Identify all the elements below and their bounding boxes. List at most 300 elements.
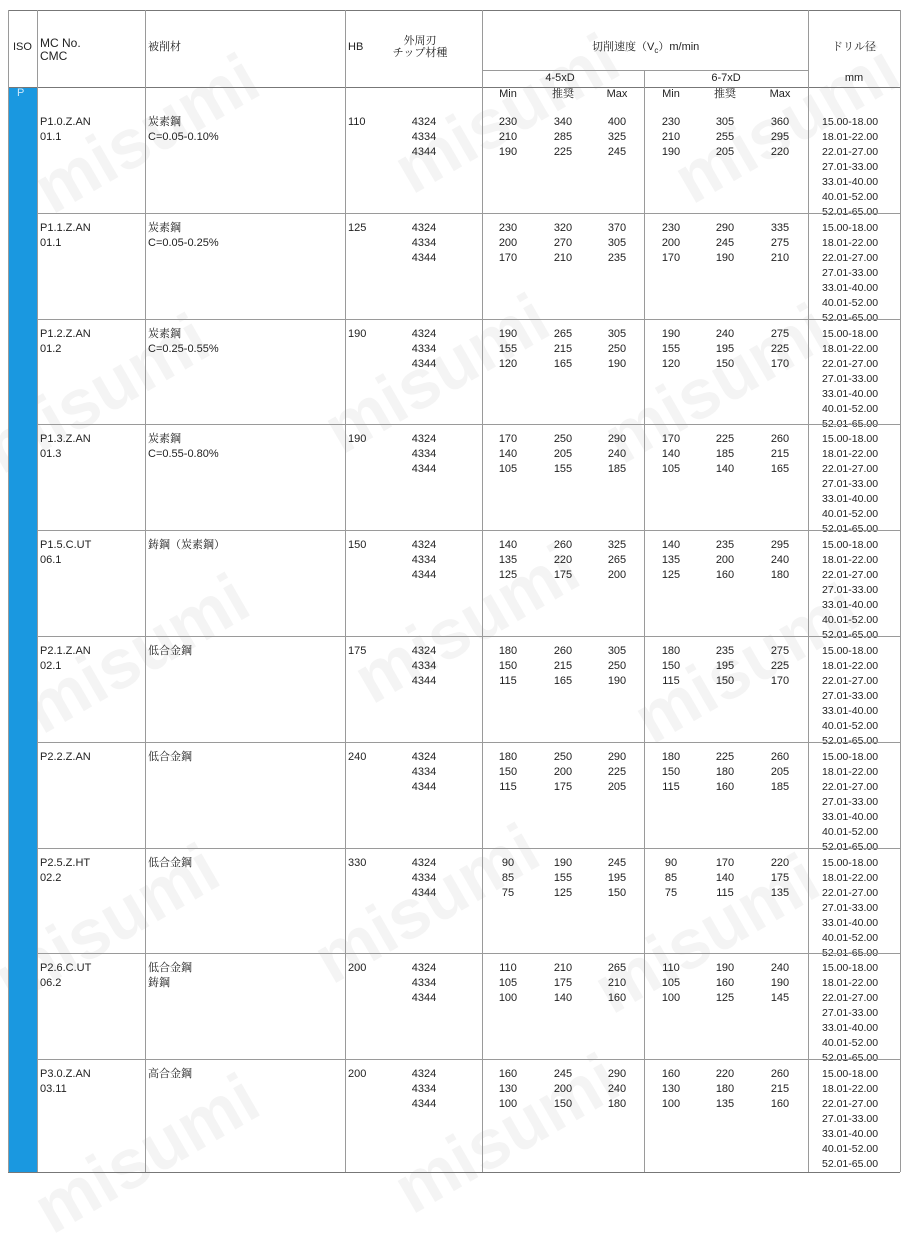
drill-diameter-range: 27.01-33.00: [822, 372, 879, 385]
material-name: 高合金鋼: [148, 1068, 192, 1081]
header-material: 被削材: [148, 41, 181, 53]
speed-min-4-5xd: 75: [501, 886, 515, 899]
hardness-hb: 330: [348, 856, 367, 869]
speed-min-4-5xd: 230: [498, 221, 518, 234]
speed-min-4-5xd: 210: [498, 131, 518, 143]
speed-recommended-6-7xd: 160: [715, 780, 735, 793]
speed-recommended-4-5xd: 155: [553, 871, 573, 884]
speed-max-4-5xd: 250: [607, 660, 627, 672]
col-divider-speed: [808, 10, 809, 1172]
speed-recommended-6-7xd: 140: [715, 871, 735, 884]
insert-grade: 4334: [411, 448, 437, 461]
drill-diameter-range: 27.01-33.00: [822, 478, 879, 491]
row-divider: [37, 953, 900, 954]
material-name: 炭素鋼: [148, 327, 181, 340]
drill-diameter-range: 33.01-40.00: [822, 599, 879, 612]
hardness-hb: 125: [348, 221, 367, 234]
speed-min-6-7xd: 200: [661, 236, 681, 249]
header-speed-title: [592, 40, 699, 58]
drill-diameter-range: 22.01-27.00: [822, 1098, 879, 1111]
speed-min-4-5xd: 160: [498, 1068, 518, 1081]
mc-no: P1.5.C.UT: [40, 539, 92, 552]
drill-diameter-range: 27.01-33.00: [822, 690, 879, 702]
speed-max-4-5xd: 160: [607, 992, 627, 1005]
drill-diameter-range: 40.01-52.00: [822, 614, 879, 627]
speed-recommended-6-7xd: 140: [715, 463, 735, 476]
speed-recommended-4-5xd: 260: [553, 539, 573, 552]
speed-recommended-6-7xd: 290: [715, 221, 735, 234]
speed-max-4-5xd: 190: [607, 675, 627, 687]
speed-min-6-7xd: 210: [661, 131, 681, 143]
speed-recommended-4-5xd: 175: [553, 977, 573, 990]
drill-diameter-range: 22.01-27.00: [822, 357, 879, 370]
table-left-border: [8, 10, 9, 1172]
speed-max-6-7xd: 295: [770, 131, 790, 143]
speed-recommended-6-7xd: 150: [715, 675, 735, 687]
cmc-code: 06.1: [40, 554, 62, 567]
hardness-hb: 240: [348, 750, 367, 763]
drill-diameter-range: 18.01-22.00: [822, 977, 879, 990]
drill-diameter-range: 18.01-22.00: [822, 342, 879, 355]
speed-max-6-7xd: 180: [770, 569, 790, 582]
speed-recommended-6-7xd: 115: [716, 886, 734, 899]
drill-diameter-range: 52.01-65.00: [822, 1052, 879, 1065]
speed-max-4-5xd: 150: [607, 886, 627, 899]
insert-grade: 4334: [411, 131, 437, 143]
col-divider-insert: [482, 10, 483, 1172]
speed-recommended-4-5xd: 210: [553, 962, 573, 975]
drill-diameter-range: 22.01-27.00: [822, 463, 879, 476]
speed-min-4-5xd: 150: [498, 765, 518, 778]
speed-recommended-6-7xd: 180: [715, 765, 735, 778]
insert-grade: 4324: [411, 221, 437, 234]
header-drill-title: ドリル径: [832, 41, 876, 53]
speed-min-6-7xd: 150: [661, 660, 681, 672]
speed-min-6-7xd: 90: [664, 856, 678, 869]
speed-recommended-4-5xd: 190: [553, 856, 573, 869]
speed-recommended-6-7xd: 190: [715, 251, 735, 264]
speed-min-6-7xd: 85: [664, 871, 678, 884]
speed-recommended-4-5xd: 175: [553, 569, 573, 582]
drill-diameter-range: 27.01-33.00: [822, 1007, 879, 1020]
drill-diameter-range: 15.00-18.00: [822, 327, 879, 340]
drill-diameter-range: 18.01-22.00: [822, 554, 879, 567]
speed-recommended-6-7xd: 195: [715, 660, 735, 672]
speed-min-4-5xd: 190: [498, 327, 518, 340]
speed-max-6-7xd: 260: [770, 1068, 790, 1081]
speed-min-4-5xd: 130: [498, 1083, 518, 1096]
speed-recommended-6-7xd: 150: [715, 357, 735, 370]
cmc-code: 01.1: [40, 131, 62, 143]
speed-max-4-5xd: 290: [607, 1068, 627, 1081]
hardness-hb: 200: [348, 962, 367, 975]
speed-min-4-5xd: 125: [498, 569, 518, 582]
drill-diameter-range: 52.01-65.00: [822, 946, 879, 959]
row-divider: [37, 848, 900, 849]
mc-no: P2.5.Z.HT: [40, 856, 91, 869]
speed-recommended-4-5xd: 245: [553, 1068, 573, 1081]
drill-diameter-range: 15.00-18.00: [822, 962, 879, 975]
header-min-2: Min: [662, 88, 680, 100]
hardness-hb: 200: [348, 1068, 367, 1081]
speed-recommended-6-7xd: 235: [715, 539, 735, 552]
speed-max-4-5xd: 305: [607, 327, 627, 340]
cmc-code: 02.1: [40, 660, 62, 672]
speed-max-4-5xd: 265: [607, 962, 627, 975]
speed-recommended-6-7xd: 220: [715, 1068, 735, 1081]
drill-diameter-range: 40.01-52.00: [822, 931, 879, 944]
speed-min-4-5xd: 190: [498, 146, 518, 158]
speed-max-4-5xd: 370: [607, 221, 627, 234]
speed-max-6-7xd: 175: [770, 871, 790, 884]
drill-diameter-range: 33.01-40.00: [822, 810, 879, 823]
speed-max-6-7xd: 160: [770, 1098, 790, 1111]
insert-grade: 4334: [411, 871, 437, 884]
speed-min-4-5xd: 140: [498, 448, 518, 461]
speed-max-6-7xd: 215: [770, 1083, 790, 1096]
material-detail: C=0.05-0.25%: [148, 236, 219, 249]
speed-max-4-5xd: 185: [607, 463, 627, 476]
drill-diameter-range: 22.01-27.00: [822, 569, 879, 582]
drill-diameter-range: 33.01-40.00: [822, 1128, 879, 1141]
drill-diameter-range: 15.00-18.00: [822, 856, 879, 869]
speed-min-6-7xd: 140: [661, 448, 681, 461]
speed-min-4-5xd: 140: [498, 539, 518, 552]
insert-grade: 4334: [411, 236, 437, 249]
speed-min-6-7xd: 170: [661, 433, 681, 446]
speed-min-6-7xd: 190: [661, 327, 681, 340]
speed-recommended-4-5xd: 250: [553, 750, 573, 763]
speed-min-6-7xd: 115: [662, 780, 680, 793]
speed-min-6-7xd: 130: [661, 1083, 681, 1096]
speed-max-4-5xd: 245: [607, 856, 627, 869]
speed-min-4-5xd: 230: [498, 116, 518, 128]
header-mc-no: MC No.: [40, 36, 81, 50]
drill-diameter-range: 40.01-52.00: [822, 508, 879, 521]
cmc-code: 01.2: [40, 342, 62, 355]
hardness-hb: 190: [348, 433, 367, 446]
speed-max-4-5xd: 205: [607, 780, 627, 793]
speed-max-4-5xd: 240: [607, 448, 627, 461]
speed-min-4-5xd: 100: [498, 992, 518, 1005]
speed-recommended-4-5xd: 165: [553, 357, 573, 370]
drill-diameter-range: 52.01-65.00: [822, 311, 879, 324]
speed-recommended-6-7xd: 225: [715, 750, 735, 763]
drill-diameter-range: 52.01-65.00: [822, 629, 879, 642]
table-bottom-border: [8, 1172, 900, 1173]
speed-min-4-5xd: 120: [498, 357, 518, 370]
speed-max-4-5xd: 290: [607, 433, 627, 446]
speed-recommended-6-7xd: 245: [715, 236, 735, 249]
speed-recommended-4-5xd: 125: [553, 886, 573, 899]
speed-recommended-6-7xd: 235: [715, 645, 735, 657]
cmc-code: 02.2: [40, 871, 62, 884]
drill-diameter-range: 33.01-40.00: [822, 1022, 879, 1035]
speed-min-4-5xd: 115: [499, 780, 517, 793]
insert-grade: 4334: [411, 660, 437, 672]
insert-grade: 4324: [411, 327, 437, 340]
header-drill-unit: mm: [844, 72, 864, 84]
material-detail: C=0.55-0.80%: [148, 448, 219, 461]
drill-diameter-range: 52.01-65.00: [822, 735, 879, 747]
drill-diameter-range: 33.01-40.00: [822, 493, 879, 506]
material-name: 鋳鋼（炭素鋼）: [148, 539, 225, 552]
insert-grade: 4334: [411, 1083, 437, 1096]
insert-grade: 4324: [411, 539, 437, 552]
material-name: 低合金鋼: [148, 750, 192, 763]
drill-diameter-range: 15.00-18.00: [822, 539, 879, 552]
iso-group-bar: [8, 88, 37, 1173]
speed-max-4-5xd: 200: [607, 569, 627, 582]
speed-recommended-4-5xd: 200: [553, 765, 573, 778]
mc-no: P2.1.Z.AN: [40, 645, 91, 657]
speed-min-6-7xd: 125: [661, 569, 681, 582]
mc-no: P2.6.C.UT: [40, 962, 92, 975]
speed-recommended-4-5xd: 200: [553, 1083, 573, 1096]
drill-diameter-range: 22.01-27.00: [822, 251, 879, 264]
speed-recommended-4-5xd: 215: [553, 660, 573, 672]
speed-max-4-5xd: 180: [607, 1098, 627, 1111]
drill-diameter-range: 27.01-33.00: [822, 161, 879, 173]
speed-recommended-4-5xd: 140: [553, 992, 573, 1005]
speed-recommended-6-7xd: 195: [715, 342, 735, 355]
col-divider-mc: [145, 10, 146, 1172]
speed-max-6-7xd: 360: [770, 116, 790, 128]
speed-min-4-5xd: 180: [498, 750, 518, 763]
drill-diameter-range: 40.01-52.00: [822, 1143, 879, 1156]
header-max-2: Max: [769, 88, 791, 100]
drill-diameter-range: 33.01-40.00: [822, 705, 879, 717]
insert-grade: 4324: [411, 645, 437, 657]
insert-grade: 4344: [411, 251, 437, 264]
mc-no: P2.2.Z.AN: [40, 750, 91, 763]
mc-no: P1.0.Z.AN: [40, 116, 91, 128]
drill-diameter-range: 33.01-40.00: [822, 387, 879, 400]
speed-recommended-6-7xd: 205: [715, 146, 735, 158]
drill-diameter-range: 52.01-65.00: [822, 417, 879, 430]
speed-recommended-6-7xd: 180: [715, 1083, 735, 1096]
drill-diameter-range: 27.01-33.00: [822, 1113, 879, 1126]
material-name: 低合金鋼: [148, 645, 192, 657]
header-iso: ISO: [13, 41, 32, 53]
row-divider: [37, 742, 900, 743]
speed-max-6-7xd: 275: [770, 645, 790, 657]
speed-max-4-5xd: 235: [607, 251, 627, 264]
drill-diameter-range: 22.01-27.00: [822, 992, 879, 1005]
insert-grade: 4334: [411, 342, 437, 355]
speed-recommended-4-5xd: 260: [553, 645, 573, 657]
drill-diameter-range: 18.01-22.00: [822, 871, 879, 884]
speed-recommended-4-5xd: 250: [553, 433, 573, 446]
speed-max-4-5xd: 225: [607, 765, 627, 778]
material-name: 炭素鋼: [148, 221, 181, 234]
insert-grade: 4344: [411, 569, 437, 582]
drill-diameter-range: 22.01-27.00: [822, 780, 879, 793]
insert-grade: 4344: [411, 992, 437, 1005]
speed-recommended-6-7xd: 255: [715, 131, 735, 143]
speed-recommended-4-5xd: 165: [553, 675, 573, 687]
speed-max-4-5xd: 245: [607, 146, 627, 158]
speed-title-sub: c: [654, 46, 659, 56]
drill-diameter-range: 40.01-52.00: [822, 402, 879, 415]
speed-max-6-7xd: 220: [770, 856, 790, 869]
insert-grade: 4324: [411, 116, 437, 128]
header-hb: HB: [348, 41, 364, 53]
speed-min-4-5xd: 100: [498, 1098, 518, 1111]
material-name: 低合金鋼: [148, 962, 192, 975]
drill-diameter-range: 15.00-18.00: [822, 645, 879, 657]
drill-diameter-range: 15.00-18.00: [822, 116, 879, 128]
speed-max-4-5xd: 190: [607, 357, 627, 370]
insert-grade: 4344: [411, 146, 437, 158]
speed-min-4-5xd: 170: [498, 251, 518, 264]
drill-diameter-range: 18.01-22.00: [822, 660, 879, 672]
speed-min-6-7xd: 230: [661, 221, 681, 234]
speed-min-6-7xd: 155: [661, 342, 681, 355]
speed-max-6-7xd: 240: [770, 554, 790, 567]
insert-grade: 4334: [411, 977, 437, 990]
insert-grade: 4344: [411, 357, 437, 370]
speed-max-6-7xd: 295: [770, 539, 790, 552]
drill-diameter-range: 40.01-52.00: [822, 720, 879, 732]
drill-diameter-range: 18.01-22.00: [822, 236, 879, 249]
speed-max-4-5xd: 325: [607, 539, 627, 552]
speed-max-4-5xd: 210: [607, 977, 627, 990]
drill-diameter-range: 22.01-27.00: [822, 886, 879, 899]
speed-min-6-7xd: 190: [661, 146, 681, 158]
mc-no: P3.0.Z.AN: [40, 1068, 91, 1081]
hardness-hb: 190: [348, 327, 367, 340]
speed-min-4-5xd: 85: [501, 871, 515, 884]
speed-max-6-7xd: 170: [770, 357, 790, 370]
speed-recommended-6-7xd: 160: [715, 569, 735, 582]
speed-max-4-5xd: 250: [607, 342, 627, 355]
speed-max-6-7xd: 275: [770, 327, 790, 340]
insert-grade: 4324: [411, 433, 437, 446]
header-bottom-border: [8, 87, 900, 88]
speed-max-6-7xd: 210: [770, 251, 790, 264]
mc-no: P1.1.Z.AN: [40, 221, 91, 234]
speed-recommended-6-7xd: 200: [715, 554, 735, 567]
speed-recommended-4-5xd: 320: [553, 221, 573, 234]
speed-max-6-7xd: 225: [770, 342, 790, 355]
insert-grade: 4344: [411, 675, 437, 687]
row-divider: [37, 319, 900, 320]
drill-diameter-range: 40.01-52.00: [822, 825, 879, 838]
insert-grade: 4324: [411, 1068, 437, 1081]
insert-grade: 4344: [411, 886, 437, 899]
drill-diameter-range: 33.01-40.00: [822, 176, 879, 188]
drill-diameter-range: 40.01-52.00: [822, 296, 879, 309]
speed-recommended-4-5xd: 340: [553, 116, 573, 128]
row-divider: [37, 1059, 900, 1060]
drill-diameter-range: 33.01-40.00: [822, 916, 879, 929]
header-insert-line1: 外周刃: [403, 35, 437, 47]
material-detail: 鋳鋼: [148, 977, 170, 990]
speed-recommended-6-7xd: 185: [715, 448, 735, 461]
drill-diameter-range: 33.01-40.00: [822, 281, 879, 294]
drill-diameter-range: 40.01-52.00: [822, 191, 879, 203]
speed-subheader-line: [482, 70, 808, 71]
speed-max-6-7xd: 145: [770, 992, 790, 1005]
speed-min-6-7xd: 170: [661, 251, 681, 264]
row-divider: [37, 213, 900, 214]
drill-diameter-range: 15.00-18.00: [822, 433, 879, 446]
speed-min-6-7xd: 105: [661, 977, 681, 990]
speed-recommended-6-7xd: 160: [715, 977, 735, 990]
speed-title-text: 切削速度（V: [592, 41, 655, 53]
speed-min-6-7xd: 180: [661, 645, 681, 657]
speed-min-6-7xd: 135: [661, 554, 681, 567]
speed-min-6-7xd: 105: [661, 463, 681, 476]
header-group-6-7xd: 6-7xD: [711, 72, 741, 84]
drill-diameter-range: 22.01-27.00: [822, 146, 879, 158]
speed-recommended-6-7xd: 135: [715, 1098, 735, 1111]
speed-min-4-5xd: 150: [498, 660, 518, 672]
insert-grade: 4324: [411, 750, 437, 763]
header-cmc: CMC: [40, 49, 68, 63]
mc-no: P1.3.Z.AN: [40, 433, 91, 446]
insert-grade: 4334: [411, 554, 437, 567]
drill-diameter-range: 15.00-18.00: [822, 750, 879, 763]
hardness-hb: 150: [348, 539, 367, 552]
cmc-code: 03.11: [40, 1083, 67, 1096]
hardness-hb: 175: [348, 645, 367, 657]
header-max-1: Max: [606, 88, 628, 100]
header-rec-1: 推奨: [552, 88, 574, 100]
speed-min-6-7xd: 150: [661, 765, 681, 778]
speed-max-4-5xd: 325: [607, 131, 627, 143]
speed-min-6-7xd: 75: [664, 886, 678, 899]
iso-group-label: P: [17, 87, 25, 99]
speed-recommended-6-7xd: 125: [715, 992, 735, 1005]
hardness-hb: 110: [348, 116, 366, 128]
drill-diameter-range: 52.01-65.00: [822, 206, 879, 218]
col-divider-iso: [37, 10, 38, 1172]
drill-diameter-range: 52.01-65.00: [822, 840, 879, 853]
cmc-code: 01.3: [40, 448, 62, 461]
speed-max-6-7xd: 170: [770, 675, 790, 687]
header-min-1: Min: [499, 88, 517, 100]
speed-max-4-5xd: 240: [607, 1083, 627, 1096]
speed-max-4-5xd: 290: [607, 750, 627, 763]
drill-diameter-range: 22.01-27.00: [822, 675, 879, 687]
drill-diameter-range: 52.01-65.00: [822, 1158, 879, 1171]
col-divider-material: [345, 10, 346, 1172]
speed-max-4-5xd: 265: [607, 554, 627, 567]
speed-min-4-5xd: 110: [499, 962, 517, 975]
header-insert-line2: チップ材種: [392, 47, 448, 59]
material-detail: C=0.05-0.10%: [148, 131, 219, 143]
speed-recommended-6-7xd: 225: [715, 433, 735, 446]
speed-min-6-7xd: 160: [661, 1068, 681, 1081]
drill-diameter-range: 40.01-52.00: [822, 1037, 879, 1050]
drill-diameter-range: 15.00-18.00: [822, 1068, 879, 1081]
speed-max-6-7xd: 260: [770, 433, 790, 446]
speed-max-6-7xd: 190: [770, 977, 790, 990]
speed-max-6-7xd: 215: [770, 448, 790, 461]
speed-max-6-7xd: 135: [770, 886, 790, 899]
speed-min-4-5xd: 90: [501, 856, 515, 869]
speed-recommended-4-5xd: 220: [553, 554, 573, 567]
speed-recommended-4-5xd: 175: [553, 780, 573, 793]
insert-grade: 4344: [411, 463, 437, 476]
speed-min-6-7xd: 180: [661, 750, 681, 763]
drill-diameter-range: 18.01-22.00: [822, 448, 879, 461]
insert-grade: 4344: [411, 1098, 437, 1111]
material-name: 炭素鋼: [148, 433, 181, 446]
speed-max-6-7xd: 225: [770, 660, 790, 672]
